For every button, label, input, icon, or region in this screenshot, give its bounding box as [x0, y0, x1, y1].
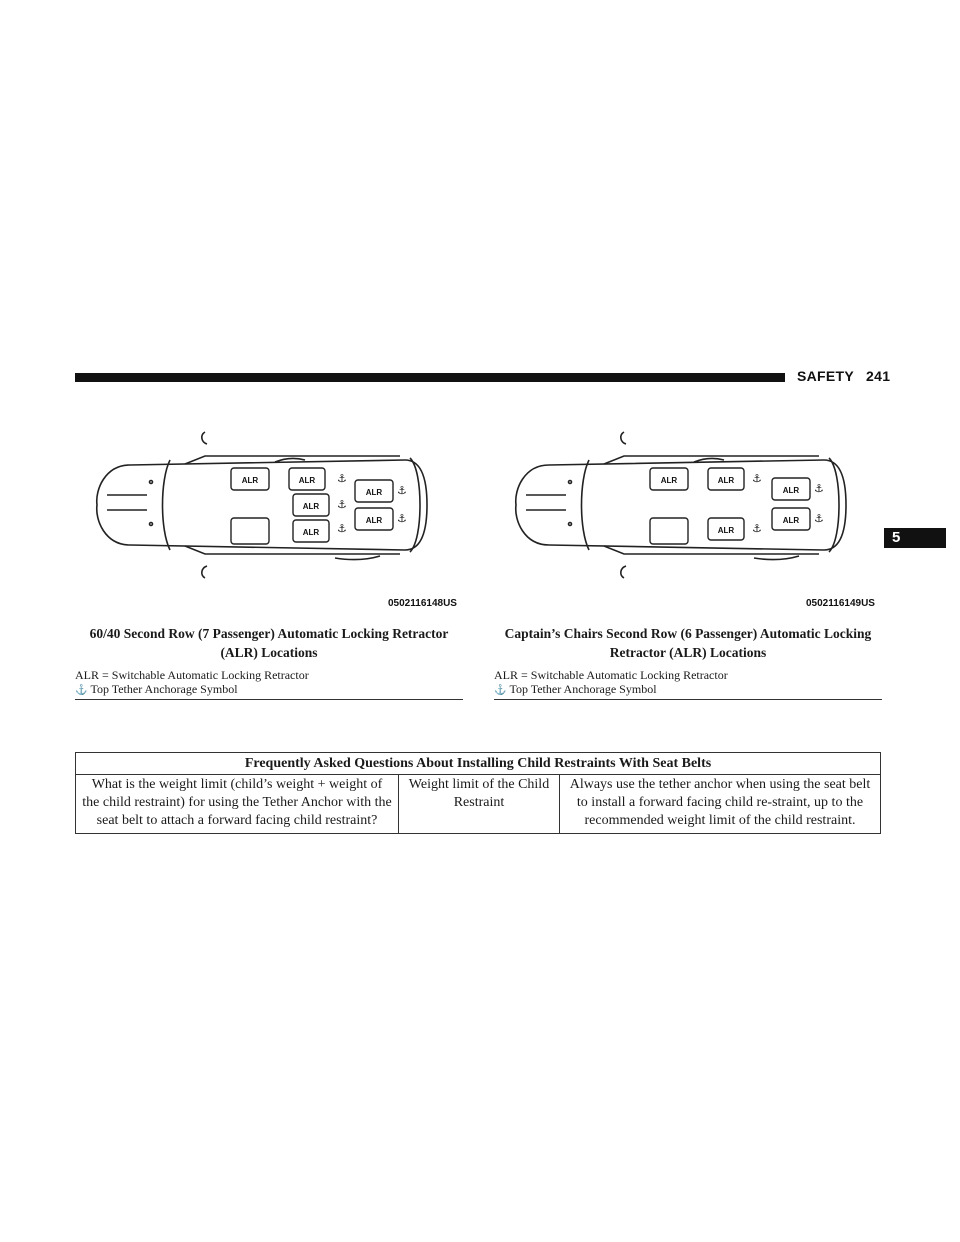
table-header-row — [76, 753, 881, 775]
alr-seat-label: ALR — [302, 502, 320, 511]
table-row — [76, 775, 881, 834]
faq-topic: Weight limit of the Child Restraint — [399, 775, 560, 834]
top-tether-anchorage-icon: ⚓ — [752, 472, 762, 485]
figure-code: 0502116149US — [806, 598, 875, 609]
alr-seat-label: ALR — [365, 488, 383, 497]
vehicle-top-view-diagram-1 — [75, 420, 463, 590]
figure-captains-chairs-second-row — [494, 420, 882, 590]
legend-tether-row — [75, 682, 463, 698]
header-rule — [75, 373, 785, 382]
running-header — [797, 368, 890, 384]
figure-legend — [75, 668, 463, 700]
figure-caption: Captain’s Chairs Second Row (6 Passenger) Automatic Locking Retractor (ALR) Locations — [504, 626, 872, 660]
legend-tether: Top Tether Anchorage Symbol — [509, 682, 657, 696]
legend-alr: ALR = Switchable Automatic Locking Retractor — [75, 668, 309, 682]
top-tether-anchorage-icon: ⚓ — [397, 484, 407, 497]
top-tether-anchorage-icon: ⚓ — [814, 512, 824, 525]
top-tether-anchorage-icon: ⚓ — [337, 522, 347, 535]
faq-question: What is the weight limit (child’s weight + weight of the child restraint) for using the Tether Anchor with the seat belt to attach a forward facing child restraint? — [76, 775, 399, 834]
figure-code: 0502116148US — [388, 598, 457, 609]
top-tether-anchorage-icon: ⚓ — [337, 472, 347, 485]
top-tether-anchorage-icon: ⚓ — [337, 498, 347, 511]
alr-seat-label: ALR — [660, 476, 678, 485]
page-number: 241 — [866, 368, 891, 384]
top-tether-anchorage-icon: ⚓ — [752, 522, 762, 535]
top-tether-anchorage-icon: ⚓ — [814, 482, 824, 495]
chapter-tab: 5 — [884, 528, 946, 548]
top-tether-anchorage-icon: ⚓ — [75, 685, 88, 696]
alr-seat-label: ALR — [782, 486, 800, 495]
alr-seat-label: ALR — [298, 476, 316, 485]
legend-tether-row — [494, 682, 882, 698]
legend-alr: ALR = Switchable Automatic Locking Retractor — [494, 668, 728, 682]
alr-seat-label: ALR — [717, 526, 735, 535]
alr-seat-label: ALR — [241, 476, 259, 485]
alr-seat-label: ALR — [365, 516, 383, 525]
top-tether-anchorage-icon: ⚓ — [397, 512, 407, 525]
alr-seat-label: ALR — [782, 516, 800, 525]
top-tether-anchorage-icon: ⚓ — [494, 685, 507, 696]
alr-seat-label: ALR — [302, 528, 320, 537]
faq-table — [75, 752, 881, 834]
table-title: Frequently Asked Questions About Installing Child Restraints With Seat Belts — [76, 753, 881, 775]
vehicle-top-view-diagram-2 — [494, 420, 882, 590]
figure-caption: 60/40 Second Row (7 Passenger) Automatic Locking Retractor (ALR) Locations — [89, 626, 449, 660]
alr-seat-label: ALR — [717, 476, 735, 485]
legend-tether: Top Tether Anchorage Symbol — [90, 682, 238, 696]
figure-legend — [494, 668, 882, 700]
figure-60-40-second-row — [75, 420, 463, 590]
faq-answer: Always use the tether anchor when using the seat belt to install a forward facing child re-straint, up to the recommended weight limit of the child restraint. — [560, 775, 881, 834]
section-title: SAFETY — [797, 368, 855, 384]
